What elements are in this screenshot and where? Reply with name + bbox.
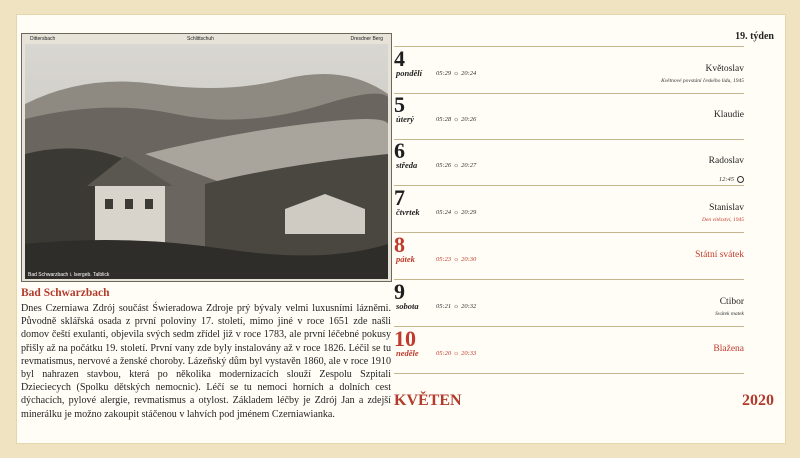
week-label: 19. týden [735, 31, 774, 42]
sun-icon: ☼ [453, 256, 460, 263]
photo-caption-mid: Schlittschuh [187, 36, 214, 42]
day-note: Květnové povstání českého lidu, 1945 [661, 78, 744, 84]
historic-photo [21, 33, 392, 282]
sun-times [436, 116, 476, 123]
nameday: Ctibor [719, 297, 744, 307]
nameday: Blažena [713, 344, 744, 354]
day-row [394, 234, 744, 284]
moon-icon [737, 176, 744, 183]
nameday: Klaudie [713, 110, 744, 120]
sun-icon: ☼ [453, 350, 460, 357]
sunrise-time: 05:26 [436, 162, 452, 169]
sun-icon: ☼ [453, 209, 460, 216]
nameday: Květoslav [705, 64, 744, 74]
sun-times [436, 256, 476, 263]
day-number: 6 [394, 138, 405, 163]
day-number: 8 [394, 232, 405, 257]
day-note: Svátek matek [715, 311, 744, 317]
article-body: Dnes Czerniawa Zdrój součást Świeradowa Zdroje prý bývaly velmi luxusními lázněmi. Původně sklářská osada z první poloviny 17. století, mimo jiné v roce 1651 zde našli domov čeští exulanti, objevila svých sedm zřídel již v roce 1783, ale první léčebné pokusy přišly až na počátku 19. století. První vany zde byly instalovány až v roce 1826. Léčil se tu revmatismus, nervové a ženské choroby. Lázeňský dům byl vystavěn 1860, ale v roce 1910 byl nahrazen stavbou, která po několika modernizacích slouží Zespolu Szpitali Dzieciecych (Spolku dětských nemocnic). Léčí se tu nemoci horních a dolních cest dýchacích, pylové alergie, revmatismus a otylost. Základem léčby je Zdrój Jan a zdejší minerálku je možno zakoupit stáčenou v lahvích pod jménem Czerniawianka. [21, 303, 391, 420]
sunset-time: 20:27 [461, 162, 477, 169]
sun-times [436, 303, 476, 310]
day-row [394, 328, 744, 378]
sun-icon: ☼ [453, 303, 460, 310]
day-name: středa [396, 160, 418, 170]
sunrise-time: 05:23 [436, 256, 452, 263]
sun-icon: ☼ [453, 162, 460, 169]
article-title: Bad Schwarzbach [21, 287, 110, 299]
day-row [394, 281, 744, 331]
day-number: 4 [394, 46, 405, 71]
year-label: 2020 [742, 392, 774, 409]
moon-phase [719, 176, 744, 183]
photo-footer: Bad Schwarzbach i. Isergeb. Talblick [28, 272, 110, 278]
day-number: 9 [394, 279, 405, 304]
nameday: Státní svátek [695, 250, 744, 260]
sunset-time: 20:26 [461, 116, 477, 123]
sunrise-time: 05:29 [436, 70, 452, 77]
landscape-image [25, 44, 388, 279]
day-row [394, 187, 744, 237]
day-number: 10 [394, 326, 416, 351]
day-name: pátek [396, 254, 415, 264]
sun-icon: ☼ [453, 70, 460, 77]
day-number: 7 [394, 185, 405, 210]
sunset-time: 20:33 [461, 350, 477, 357]
month-label: KVĚTEN [394, 392, 462, 409]
sunrise-time: 05:21 [436, 303, 452, 310]
sunset-time: 20:30 [461, 256, 477, 263]
week-divider [394, 46, 744, 47]
photo-caption-left: Dittersbach [30, 36, 56, 42]
sunset-time: 20:32 [461, 303, 477, 310]
sun-times [436, 350, 476, 357]
sunset-time: 20:29 [461, 209, 477, 216]
moon-time: 12:45 [718, 176, 734, 183]
nameday: Radoslav [708, 156, 744, 166]
day-name: čtvrtek [396, 207, 420, 217]
day-row [394, 48, 744, 98]
sunset-time: 20:24 [461, 70, 477, 77]
sunrise-time: 05:24 [436, 209, 452, 216]
sunrise-time: 05:28 [436, 116, 452, 123]
sun-times [436, 70, 476, 77]
day-number: 5 [394, 92, 405, 117]
day-name: sobota [396, 301, 419, 311]
sun-icon: ☼ [453, 116, 460, 123]
day-name: pondělí [396, 68, 422, 78]
day-name: neděle [396, 348, 419, 358]
sun-times [436, 162, 476, 169]
sun-times [436, 209, 476, 216]
day-name: úterý [396, 114, 414, 124]
day-row [394, 140, 744, 190]
day-row [394, 94, 744, 144]
sunrise-time: 05:20 [436, 350, 452, 357]
photo-caption-right: Dresdner Berg [350, 36, 383, 42]
nameday: Stanislav [709, 203, 744, 213]
day-note: Den vítězství, 1945 [701, 217, 744, 223]
